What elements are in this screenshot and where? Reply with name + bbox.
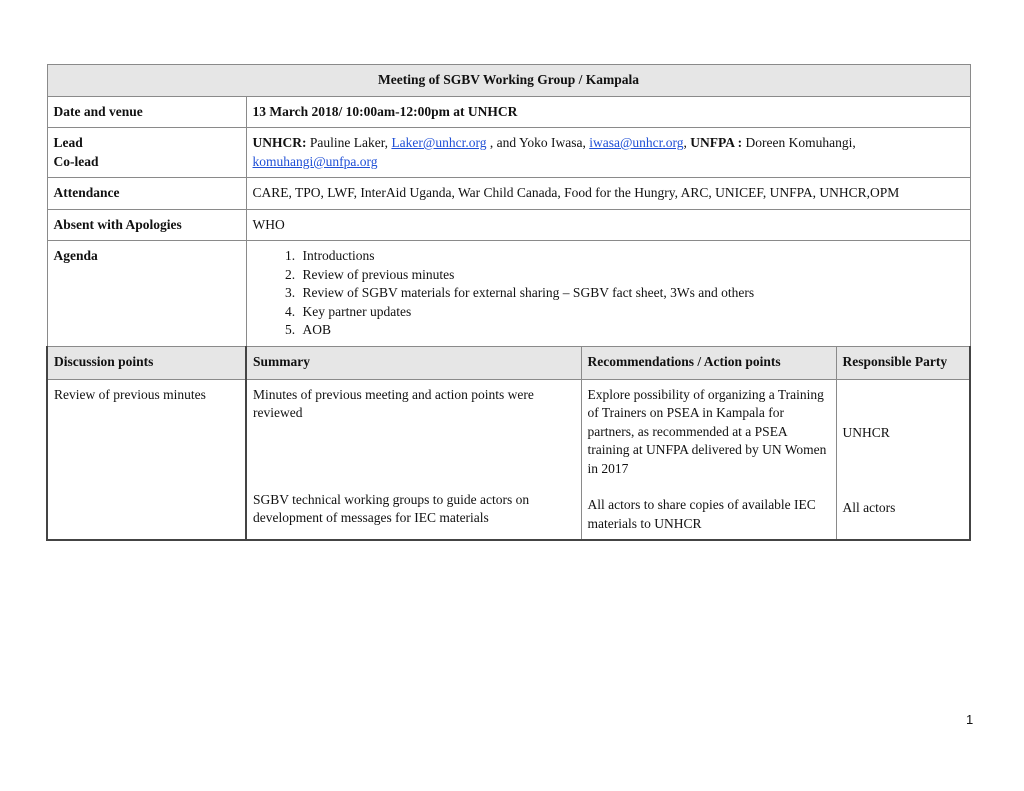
- absent-row: [47, 209, 970, 241]
- lead-label-cell: [47, 128, 246, 178]
- agenda-item: 4. Key partner updates: [299, 303, 964, 322]
- agenda-item: 2. Review of previous minutes: [299, 266, 964, 285]
- unhcr-org-label: UNHCR:: [252, 135, 307, 150]
- action-text-2: All actors to share copies of available IEC materials to UNHCR: [587, 497, 816, 531]
- absent-value: WHO: [246, 209, 970, 241]
- party-text-1: UNHCR: [842, 424, 890, 440]
- lead-label: Lead: [53, 135, 83, 150]
- action-cell: [581, 379, 836, 540]
- iwasa-email-link[interactable]: iwasa@unhcr.org: [589, 135, 684, 150]
- lead-text-1: Pauline Laker,: [306, 135, 392, 150]
- meeting-title: Meeting of SGBV Working Group / Kampala: [47, 65, 970, 97]
- absent-label: Absent with Apologies: [47, 209, 246, 241]
- unfpa-org-label: UNFPA :: [690, 135, 743, 150]
- agenda-item: 1. Introductions: [299, 247, 964, 266]
- date-venue-value: 13 March 2018/ 10:00am-12:00pm at UNHCR: [246, 96, 970, 128]
- lead-text-3: ,: [683, 135, 691, 150]
- agenda-list: [253, 247, 964, 340]
- party-cell: [836, 379, 970, 540]
- date-venue-row: [47, 96, 970, 128]
- discussion-header-row: [47, 346, 970, 379]
- lead-text-4: Doreen Komuhangi,: [742, 135, 856, 150]
- colead-label: Co-lead: [53, 153, 99, 169]
- agenda-item: 3. Review of SGBV materials for external sharing – SGBV fact sheet, 3Ws and others: [299, 284, 964, 303]
- laker-email-link[interactable]: Laker@unhcr.org: [391, 135, 487, 150]
- action-text-1: Explore possibility of organizing a Training of Trainers on PSEA in Kampala for partners, as recommended at a PSEA training at UNFPA delivered by UN Women in 2017: [587, 386, 827, 476]
- lead-value-cell: [246, 128, 970, 178]
- agenda-item: 5. AOB: [299, 321, 964, 340]
- spacer: [253, 423, 575, 457]
- lead-text-2: , and Yoko Iwasa,: [486, 135, 590, 150]
- meeting-minutes-table: [46, 64, 971, 541]
- title-row: [47, 65, 970, 97]
- attendance-value: CARE, TPO, LWF, InterAid Uganda, War Child Canada, Food for the Hungry, ARC, UNICEF, UNFPA, UNHCR,OPM: [246, 178, 970, 210]
- agenda-cell: [246, 241, 970, 347]
- attendance-row: [47, 178, 970, 210]
- agenda-row: [47, 241, 970, 347]
- agenda-label: Agenda: [47, 241, 246, 347]
- discussion-point-cell: Review of previous minutes: [47, 379, 246, 540]
- date-venue-label: Date and venue: [47, 96, 246, 128]
- responsible-party-header: Responsible Party: [836, 346, 970, 379]
- komuhangi-email-link[interactable]: komuhangi@unfpa.org: [252, 153, 378, 169]
- attendance-label: Attendance: [47, 178, 246, 210]
- lead-row: [47, 128, 970, 178]
- summary-text-2: SGBV technical working groups to guide actors on development of messages for IEC materials: [253, 491, 530, 525]
- summary-cell: [246, 379, 581, 540]
- recommendations-header: Recommendations / Action points: [581, 346, 836, 379]
- discussion-points-header: Discussion points: [47, 346, 246, 379]
- page-number: 1: [966, 712, 974, 727]
- table-row: [47, 379, 970, 540]
- summary-header: Summary: [246, 346, 581, 379]
- party-text-2: All actors: [842, 500, 896, 515]
- summary-text-1: Minutes of previous meeting and action points were reviewed: [253, 386, 534, 420]
